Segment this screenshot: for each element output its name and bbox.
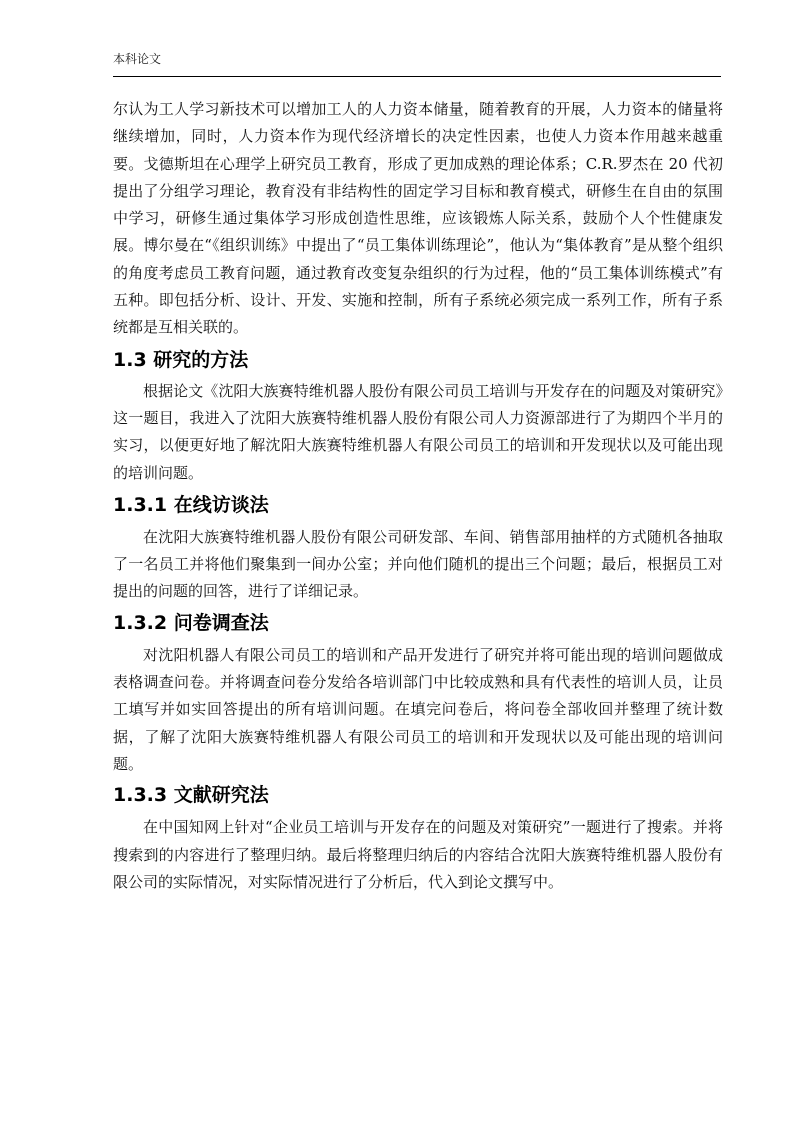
- section-heading-1-3-1: 1.3.1 在线访谈法: [113, 493, 269, 516]
- paragraph-research-methods: 根据论文《沈阳大族赛特维机器人股份有限公司员工培训与开发存在的问题及对策研究》这一题目，我进入了沈阳大族赛特维机器人股份有限公司人力资源部进行了为期四个半月的实习，以便更好地了解沈阳大族赛特维机器人有限公司员工的培训和开发现状以及可能出现的培训问题。: [113, 381, 723, 482]
- paragraph-questionnaire: 对沈阳机器人有限公司员工的培训和产品开发进行了研究并将可能出现的培训问题做成表格调查问卷。并将调查问卷分发给各培训部门中比较成熟和具有代表性的培训人员，让员工填写并如实回答提出的所有培训问题。在填完问卷后，将问卷全部收回并整理了统计数据，了解了沈阳大族赛特维机器人有限公司员工的培训和开发现状以及可能出现的培训问题。: [113, 645, 723, 773]
- section-heading-1-3: 1.3 研究的方法: [113, 348, 249, 371]
- section-heading-1-3-2: 1.3.2 问卷调查法: [113, 611, 269, 634]
- section-heading-1-3-3: 1.3.3 文献研究法: [113, 784, 269, 807]
- paragraph-theory-review: 尔认为工人学习新技术可以增加工人的人力资本储量，随着教育的开展，人力资本的储量将继续增加，同时，人力资本作为现代经济增长的决定性因素，也使人力资本作用越来越重要。戈德斯坦在心理学上研究员工教育，形成了更加成熟的理论体系；C.R.罗杰在 20 代初提出了分组学习理论，教育没有非结构性的固定学习目标和教育模式，研修生在自由的氛围中学习，研修生通过集体学习形成创造性思维，应该锻炼人际关系，鼓励个人个性健康发展。博尔曼在“《组织训练》中提出了“员工集体训练理论”，他认为“集体教育”是从整个组织的角度考虑员工教育问题，通过教育改变复杂组织的行为过程，他的“员工集体训练模式”有五种。即包括分析、设计、开发、实施和控制，所有子系统必须完成一系列工作，所有子系统都是互相关联的。: [113, 100, 723, 337]
- header-rule: [113, 76, 721, 77]
- paragraph-literature-research: 在中国知网上针对“企业员工培训与开发存在的问题及对策研究”一题进行了搜索。并将搜索到的内容进行了整理归纳。最后将整理归纳后的内容结合沈阳大族赛特维机器人股份有限公司的实际情况，对实际情况进行了分析后，代入到论文撰写中。: [113, 818, 723, 891]
- running-header: 本科论文: [113, 52, 162, 66]
- body-content: [113, 96, 723, 896]
- paragraph-online-interview: 在沈阳大族赛特维机器人股份有限公司研发部、车间、销售部用抽样的方式随机各抽取了一名员工并将他们聚集到一间办公室；并向他们随机的提出三个问题；最后，根据员工对提出的问题的回答，进行了详细记录。: [113, 527, 723, 601]
